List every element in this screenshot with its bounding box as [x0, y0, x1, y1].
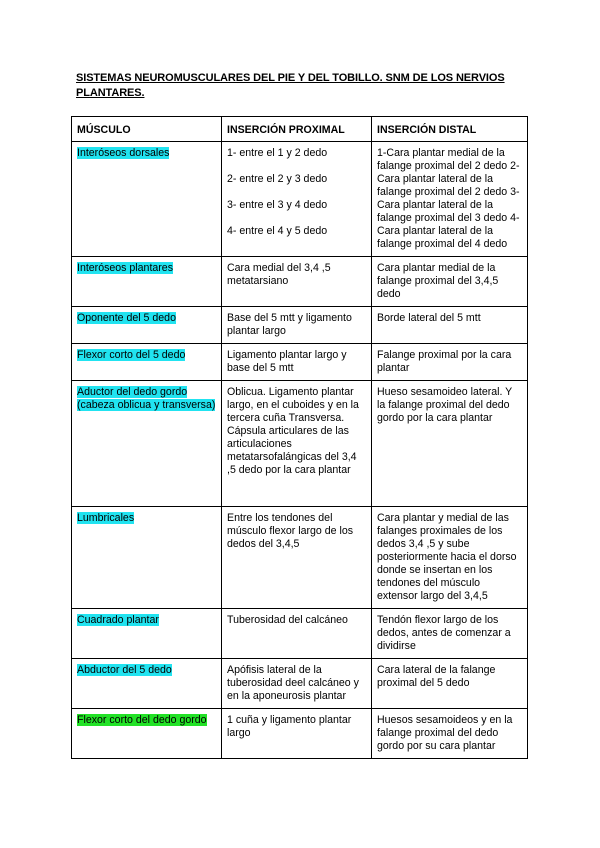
proximal-line: 1- entre el 1 y 2 dedo: [227, 147, 328, 159]
distal-cell: Huesos sesamoideos y en la falange proximal del dedo gordo por su cara plantar: [372, 709, 528, 759]
proximal-line: 3- entre el 3 y 4 dedo: [227, 199, 328, 211]
proximal-line: 4- entre el 4 y 5 dedo: [227, 225, 328, 237]
table-row: [72, 344, 528, 381]
muscle-cell: [72, 609, 222, 659]
muscle-name: Flexor corto del 5 dedo: [77, 349, 186, 361]
proximal-cell: Base del 5 mtt y ligamento plantar largo: [222, 307, 372, 344]
table-row: [72, 659, 528, 709]
muscle-cell: [72, 709, 222, 759]
header-muscle: MÚSCULO: [72, 117, 222, 142]
header-proximal: INSERCIÓN PROXIMAL: [222, 117, 372, 142]
table-row: [72, 307, 528, 344]
muscle-cell: [72, 257, 222, 307]
table-row: [72, 507, 528, 609]
muscle-name: Interóseos dorsales: [77, 147, 170, 159]
distal-cell: Falange proximal por la cara plantar: [372, 344, 528, 381]
distal-cell: Cara plantar y medial de las falanges proximales de los dedos 3,4 ,5 y sube posteriormente hacia el dorso donde se insertan en los tendones del músculo extensor largo del 3,4,5: [372, 507, 528, 609]
proximal-cell: [222, 142, 372, 257]
proximal-cell: 1 cuña y ligamento plantar largo: [222, 709, 372, 759]
proximal-cell: Apófisis lateral de la tuberosidad deel calcáneo y en la aponeurosis plantar: [222, 659, 372, 709]
muscle-name: Flexor corto del dedo gordo: [77, 714, 207, 726]
muscle-cell: [72, 659, 222, 709]
table-row: [72, 257, 528, 307]
muscle-name: Interóseos plantares: [77, 262, 173, 274]
proximal-cell: Entre los tendones del músculo flexor largo de los dedos del 3,4,5: [222, 507, 372, 609]
muscle-name: Oponente del 5 dedo: [77, 312, 176, 324]
muscle-cell: [72, 381, 222, 507]
muscle-cell: [72, 507, 222, 609]
document-title: SISTEMAS NEUROMUSCULARES DEL PIE Y DEL TOBILLO. SNM DE LOS NERVIOS PLANTARES.: [76, 72, 505, 99]
distal-cell: Borde lateral del 5 mtt: [372, 307, 528, 344]
distal-cell: Tendón flexor largo de los dedos, antes de comenzar a dividirse: [372, 609, 528, 659]
table-row: [72, 709, 528, 759]
table-row: [72, 381, 528, 507]
proximal-cell: Ligamento plantar largo y base del 5 mtt: [222, 344, 372, 381]
muscle-cell: [72, 344, 222, 381]
muscle-cell: [72, 307, 222, 344]
muscle-name: Aductor del dedo gordo (cabeza oblicua y transversa): [77, 386, 216, 411]
table-row: [72, 142, 528, 257]
distal-cell: Cara plantar medial de la falange proximal del 3,4,5 dedo: [372, 257, 528, 307]
table-row: [72, 609, 528, 659]
muscle-name: Cuadrado plantar: [77, 614, 159, 626]
muscle-name: Abductor del 5 dedo: [77, 664, 172, 676]
muscle-cell: [72, 142, 222, 257]
proximal-cell: Tuberosidad del calcáneo: [222, 609, 372, 659]
proximal-cell: Cara medial del 3,4 ,5 metatarsiano: [222, 257, 372, 307]
header-distal: INSERCIÓN DISTAL: [372, 117, 528, 142]
proximal-line: 2- entre el 2 y 3 dedo: [227, 173, 328, 185]
proximal-cell: Oblicua. Ligamento plantar largo, en el cuboides y en la tercera cuña Transversa. Cápsula articulares de las articulaciones metatarsofalángicas del 3,4 ,5 dedo por la cara plantar: [222, 381, 372, 507]
distal-cell: Cara lateral de la falange proximal del 5 dedo: [372, 659, 528, 709]
distal-cell: 1-Cara plantar medial de la falange proximal del 2 dedo 2- Cara plantar lateral de la falange proximal del 2 dedo 3- Cara plantar lateral de la falange proximal del 3 dedo 4- Cara plantar lateral de la falange proximal del 4 dedo: [372, 142, 528, 257]
muscle-table: [71, 116, 528, 759]
table-header-row: [72, 117, 528, 142]
distal-cell: Hueso sesamoideo lateral. Y la falange proximal del dedo gordo por la cara plantar: [372, 381, 528, 507]
muscle-name: Lumbricales: [77, 512, 135, 524]
